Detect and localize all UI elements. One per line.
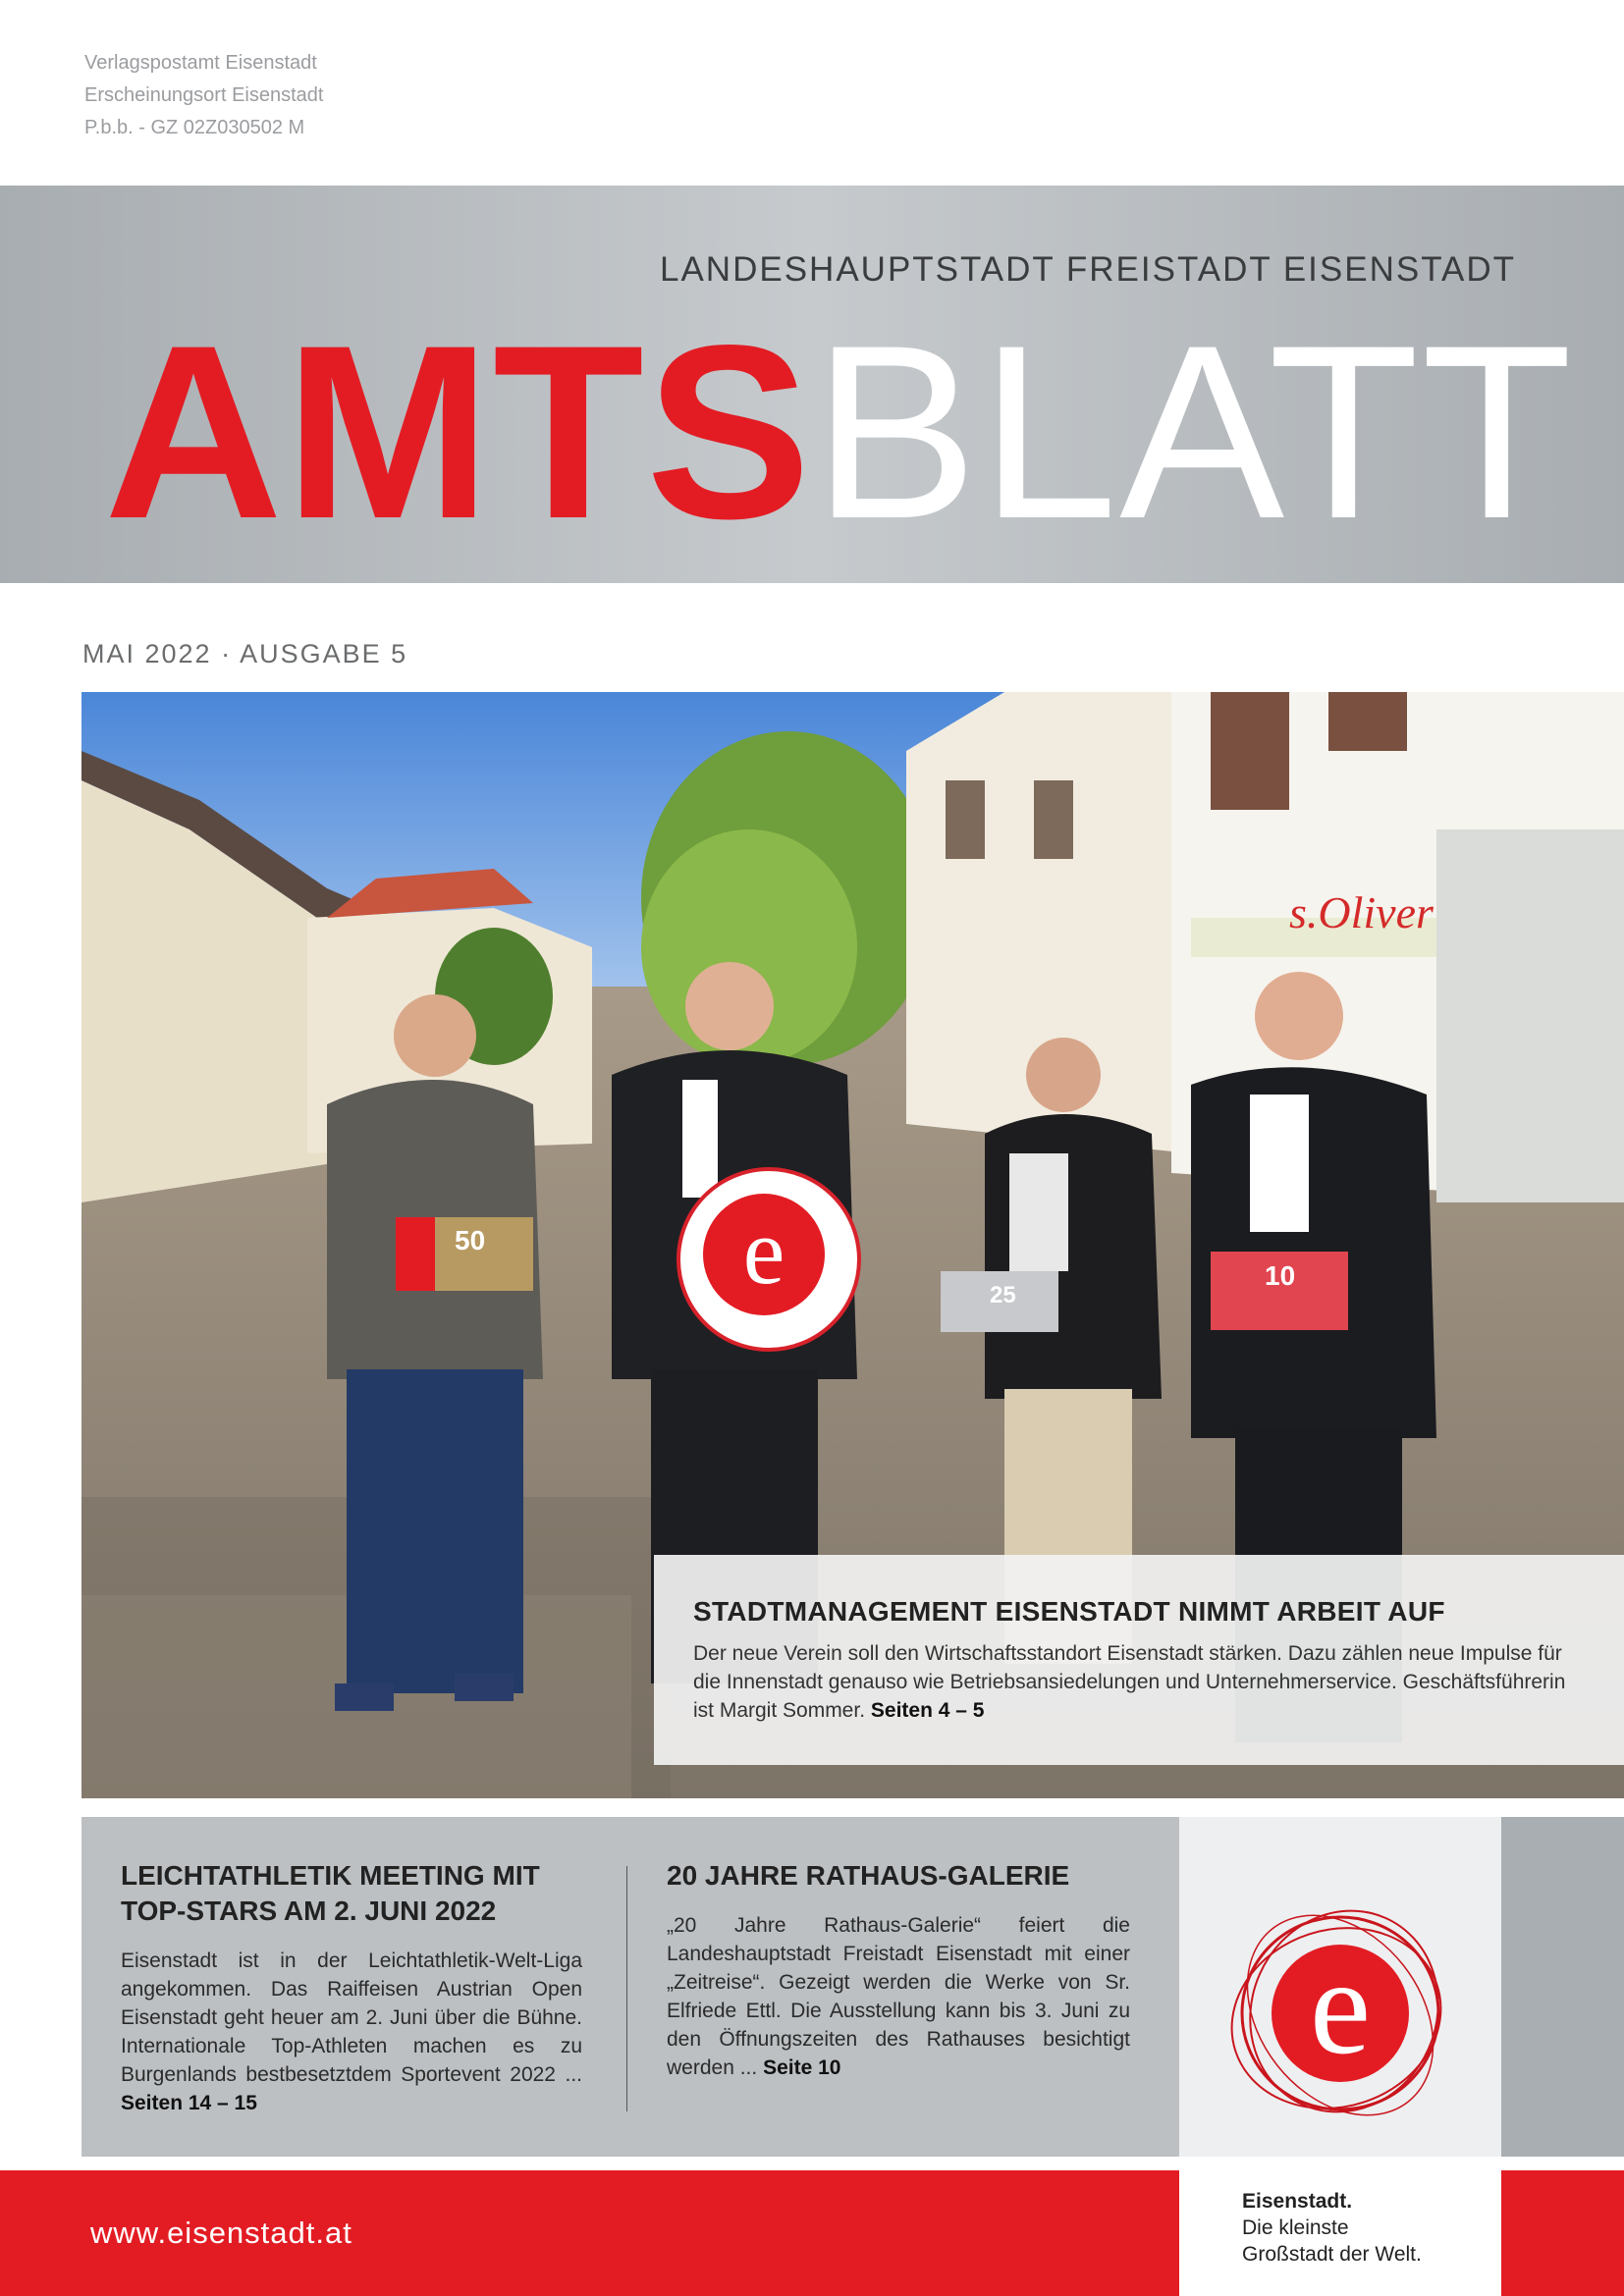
teaser-gallery-paragraph [667, 1911, 1130, 2082]
lead-text: Der neue Verein soll den Wirtschaftsstandort Eisenstadt stärken. Dazu zählen neue Impulse für die Innenstadt genauso wie Betriebsansiedelungen und Unternehmerservice. Geschäftsführerin ist Margit Sommer. [693, 1642, 1566, 1722]
teaser-athletics [121, 1858, 582, 2117]
side-grey-block [1501, 1817, 1624, 2157]
voucher-10-label: 10 [1265, 1260, 1296, 1291]
teaser-gallery-text: „20 Jahre Rathaus-Galerie“ feiert die Landeshauptstadt Freistadt Eisenstadt mit einer „Zeitreise“. Gezeigt werden die Werke von Sr. Elfriede Ettl. Die Ausstellung kann bis 3. Juni zu den Öffnungszeiten des Rathauses besichtigt werden ... [667, 1914, 1130, 2079]
lead-headline: STADTMANAGEMENT EISENSTADT NIMMT ARBEIT AUF [693, 1596, 1445, 1627]
postal-line-1: Verlagspostamt Eisenstadt [84, 52, 317, 74]
masthead-title-white: BLATT [812, 294, 1575, 570]
slogan-bold: Eisenstadt. [1242, 2190, 1353, 2213]
slogan-line-3: Großstadt der Welt. [1242, 2243, 1422, 2266]
lead-article [654, 1555, 1624, 1765]
logo-letter: e [1309, 1931, 1372, 2083]
masthead [0, 186, 1624, 583]
issue-date: MAI 2022 · AUSGABE 5 [82, 639, 408, 668]
footer-bar [0, 2170, 1179, 2296]
eisenstadt-e-logo [1179, 1817, 1501, 2157]
slogan [1179, 2170, 1501, 2296]
teaser-band [81, 1817, 1179, 2157]
postal-line-3: P.b.b. - GZ 02Z030502 M [84, 117, 305, 138]
lead-text-paragraph [693, 1639, 1585, 1725]
teaser-gallery-page-ref: Seite 10 [763, 2056, 841, 2079]
masthead-title-red: AMTS [104, 294, 813, 570]
footer-red-block [1501, 2170, 1624, 2296]
masthead-title [104, 294, 1575, 570]
teaser-athletics-page-ref: Seiten 14 – 15 [121, 2092, 257, 2114]
voucher-25-label: 25 [990, 1282, 1016, 1308]
masthead-city: LANDESHAUPTSTADT FREISTADT EISENSTADT [660, 250, 1516, 289]
voucher-50-label: 50 [455, 1225, 486, 1255]
person-1 [327, 994, 543, 1711]
postal-line-2: Erscheinungsort Eisenstadt [84, 84, 324, 106]
website-link[interactable]: www.eisenstadt.at [90, 2216, 352, 2250]
lead-page-ref: Seiten 4 – 5 [870, 1699, 985, 1722]
teaser-gallery-headline: 20 JAHRE RATHAUS-GALERIE [667, 1860, 1070, 1891]
column-divider [626, 1866, 627, 2111]
shop-sign-text: s.Oliver [1289, 887, 1434, 937]
eisenstadt-logo-box [1179, 1817, 1501, 2157]
teaser-gallery [667, 1858, 1130, 2082]
teaser-athletics-headline: LEICHTATHLETIK MEETING MIT TOP-STARS AM 2. JUNI 2022 [121, 1860, 540, 1926]
svg-text:e: e [742, 1199, 785, 1304]
postal-info [84, 47, 323, 144]
teaser-athletics-paragraph [121, 1947, 582, 2117]
slogan-line-2: Die kleinste [1242, 2216, 1349, 2239]
teaser-athletics-text: Eisenstadt ist in der Leichtathletik-Welt-Liga angekommen. Das Raiffeisen Austrian Open Eisenstadt geht heuer am 2. Juni über die Bühne. Internationale Top-Athleten machen es zu Burgenlands bestbesetztdem Sportevent 2022 ... [121, 1949, 582, 2086]
e-badge-held [678, 1169, 859, 1350]
